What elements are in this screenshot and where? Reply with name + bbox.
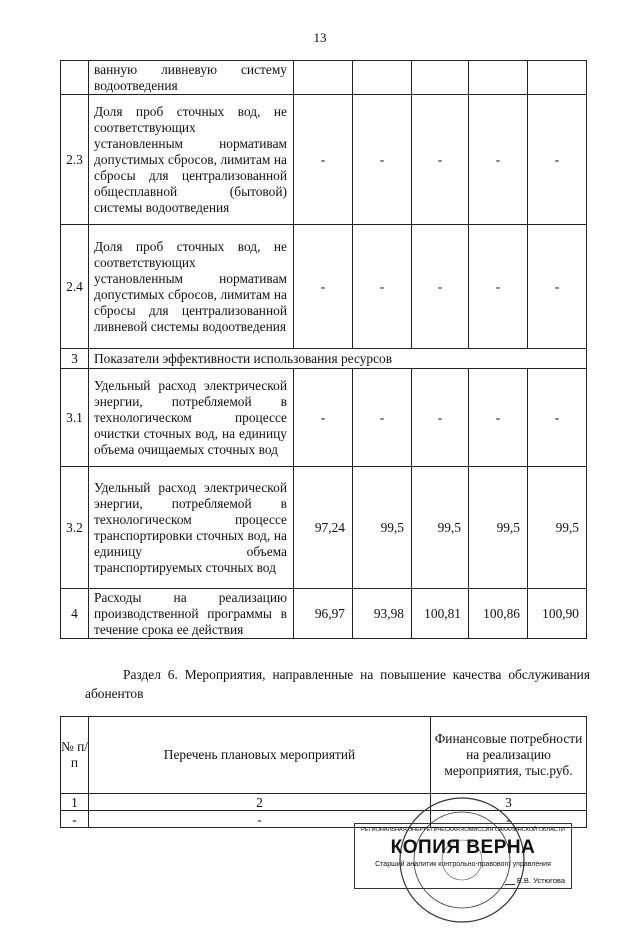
value-cell: 100,81: [412, 589, 469, 639]
value-cell: -: [412, 95, 469, 225]
value-cell: [294, 61, 353, 95]
table-cell: -: [431, 811, 587, 828]
row-description: Доля проб сточных вод, не соответствующих установленным нормативам допустимых сбросов, лимитам на сбросы для централизованной общесплавной (бытовой) системы водоотведения: [89, 95, 294, 225]
value-cell: 100,86: [469, 589, 528, 639]
row-number: 2.4: [61, 225, 89, 349]
column-number-3: 3: [431, 794, 587, 811]
value-cell: -: [469, 95, 528, 225]
section-6-heading: Раздел 6. Мероприятия, направленные на повышение качества обслуживания абонентов: [85, 667, 590, 701]
page-number: 13: [313, 30, 327, 45]
measures-header-row: [61, 717, 587, 794]
value-cell: -: [412, 369, 469, 467]
value-cell: -: [353, 225, 412, 349]
stamp-role: Старший аналитик контрольно-правового управления: [375, 861, 551, 868]
value-cell: -: [294, 225, 353, 349]
table-row: [61, 467, 587, 589]
row-description: Доля проб сточных вод, не соответствующих установленным нормативам допустимых сбросов, лимитам на сбросы для централизованной ливневой системы водоотведения: [89, 225, 294, 349]
header-finance: Финансовые потребности на реализацию мероприятия, тыс.руб.: [431, 717, 587, 794]
table-row: [61, 225, 587, 349]
stamp-organization: РЕГИОНАЛЬНАЯ ЭНЕРГЕТИЧЕСКАЯ КОМИССИЯ САХАЛИНСКОЙ ОБЛАСТИ: [361, 827, 565, 833]
table-row: [61, 589, 587, 639]
row-number: 4: [61, 589, 89, 639]
row-description: Расходы на реализацию производственной программы в течение срока ее действия: [89, 589, 294, 639]
indicators-table: [60, 60, 587, 639]
value-cell: 97,24: [294, 467, 353, 589]
stamp-title: КОПИЯ ВЕРНА: [390, 837, 536, 858]
header-number: № п/п: [61, 717, 89, 794]
value-cell: -: [412, 225, 469, 349]
value-cell: -: [294, 369, 353, 467]
row-number: 3.2: [61, 467, 89, 589]
row-number: 2.3: [61, 95, 89, 225]
value-cell: -: [294, 95, 353, 225]
value-cell: 99,5: [528, 467, 587, 589]
value-cell: [412, 61, 469, 95]
value-cell: -: [528, 95, 587, 225]
table-cell: -: [61, 811, 89, 828]
value-cell: -: [528, 225, 587, 349]
stamp-name: Е.В. Устюгова: [516, 876, 565, 885]
row-number: 3: [61, 349, 89, 369]
value-cell: 99,5: [412, 467, 469, 589]
value-cell: [469, 61, 528, 95]
value-cell: -: [469, 225, 528, 349]
table-row: [61, 61, 587, 95]
table-row: [61, 95, 587, 225]
row-description: Показатели эффективности использования ресурсов: [89, 349, 587, 369]
column-number-2: 2: [89, 794, 431, 811]
measures-table: [60, 716, 587, 828]
value-cell: [528, 61, 587, 95]
header-measures-list: Перечень плановых мероприятий: [89, 717, 431, 794]
row-number: 3.1: [61, 369, 89, 467]
value-cell: -: [528, 369, 587, 467]
column-number-1: 1: [61, 794, 89, 811]
table-row: [61, 369, 587, 467]
value-cell: 99,5: [353, 467, 412, 589]
row-number: [61, 61, 89, 95]
row-description: ванную ливневую систему водоотведения: [89, 61, 294, 95]
column-numbering-row: [61, 794, 587, 811]
value-cell: 93,98: [353, 589, 412, 639]
value-cell: [353, 61, 412, 95]
certification-stamp: [354, 823, 572, 889]
table-row: [61, 349, 587, 369]
value-cell: 99,5: [469, 467, 528, 589]
value-cell: -: [469, 369, 528, 467]
value-cell: -: [353, 369, 412, 467]
row-description: Удельный расход электрической энергии, потребляемой в технологическом процессе транспортировки сточных вод, на единицу объема транспортируемых сточных вод: [89, 467, 294, 589]
row-description: Удельный расход электрической энергии, потребляемой в технологическом процессе очистки сточных вод, на единицу объема очищаемых сточных вод: [89, 369, 294, 467]
signature-line: [505, 884, 515, 885]
value-cell: 96,97: [294, 589, 353, 639]
table-cell: -: [89, 811, 431, 828]
value-cell: 100,90: [528, 589, 587, 639]
value-cell: -: [353, 95, 412, 225]
